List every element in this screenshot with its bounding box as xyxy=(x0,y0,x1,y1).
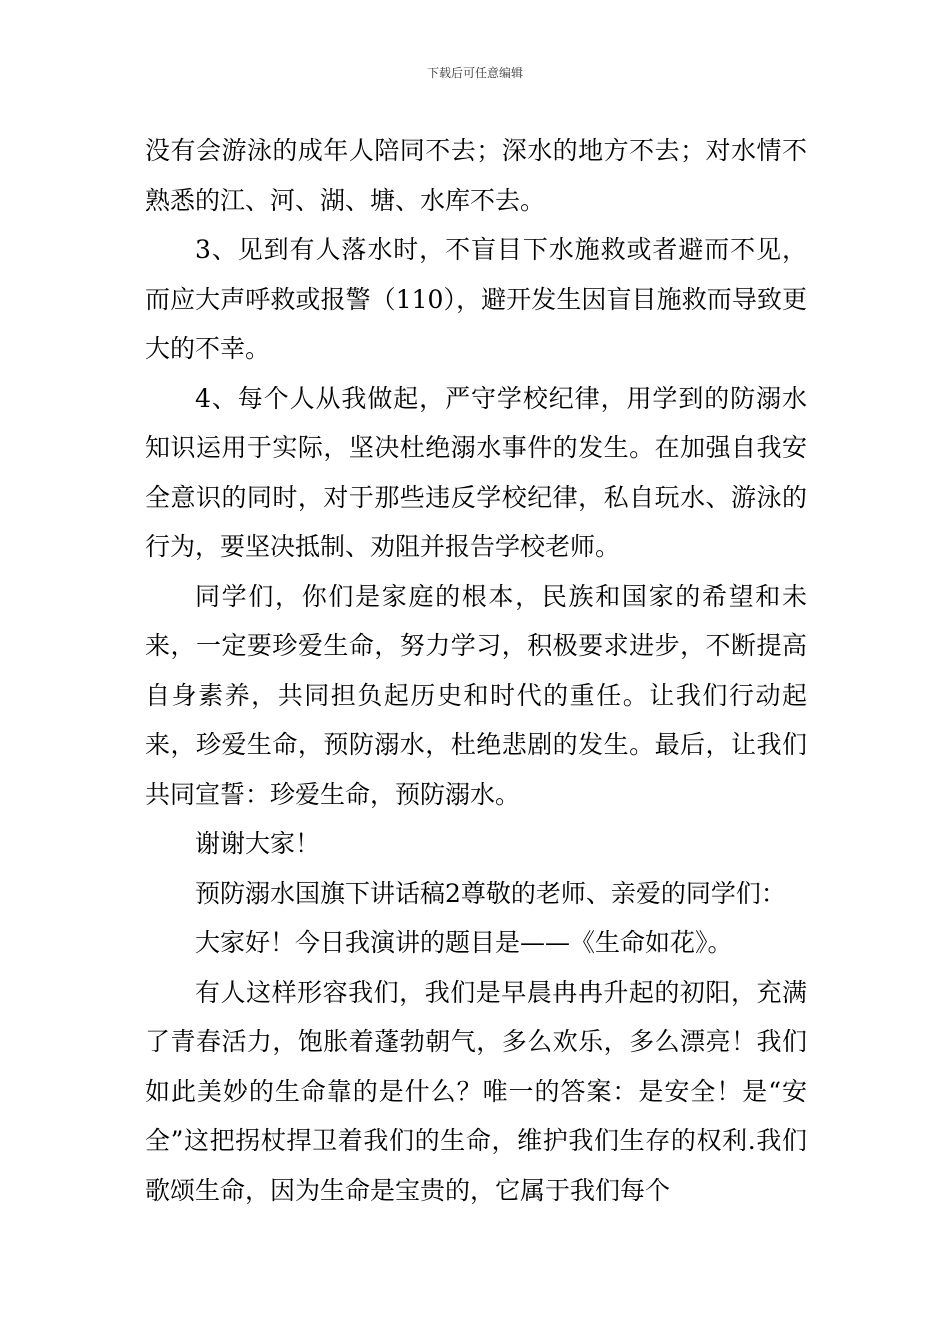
paragraph-4: 同学们，你们是家庭的根本，民族和国家的希望和未来，一定要珍爱生命，努力学习，积极要求进步，不断提高自身素养，共同担负起历史和时代的重任。让我们行动起来，珍爱生命，预防溺水，杜绝悲剧的发生。最后，让我们共同宣誓：珍爱生命，预防溺水。 xyxy=(145,581,807,809)
paragraph-3: 4、每个人从我做起，严守学校纪律，用学到的防溺水知识运用于实际，坚决杜绝溺水事件的发生。在加强自我安全意识的同时，对于那些违反学校纪律，私自玩水、游泳的行为，要坚决抵制、劝阻并报告学校老师。 xyxy=(145,383,807,561)
paragraph-2: 3、见到有人落水时，不盲目下水施救或者避而不见，而应大声呼救或报警（110），避开发生因盲目施救而导致更大的不幸。 xyxy=(145,235,807,363)
paragraph-6: 预防溺水国旗下讲话稿2尊敬的老师、亲爱的同学们： xyxy=(195,878,786,908)
paragraph-5: 谢谢大家！ xyxy=(195,829,321,858)
paragraph-7: 大家好！今日我演讲的题目是——《生命如花》。 xyxy=(195,928,733,957)
page-header: 下载后可任意编辑 xyxy=(426,66,523,80)
document-body xyxy=(145,126,807,1215)
paragraph-1: 没有会游泳的成年人陪同不去；深水的地方不去；对水情不熟悉的江、河、湖、塘、水库不去。 xyxy=(145,136,807,215)
paragraph-8: 有人这样形容我们，我们是早晨冉冉升起的初阳，充满了青春活力，饱胀着蓬勃朝气，多么欢乐，多么漂亮！我们如此美妙的生命靠的是什么？唯一的答案：是安全！是“安全”这把拐杖捍卫着我们的生命，维护我们生存的权利.我们歌颂生命，因为生命是宝贵的，它属于我们每个 xyxy=(145,977,807,1205)
